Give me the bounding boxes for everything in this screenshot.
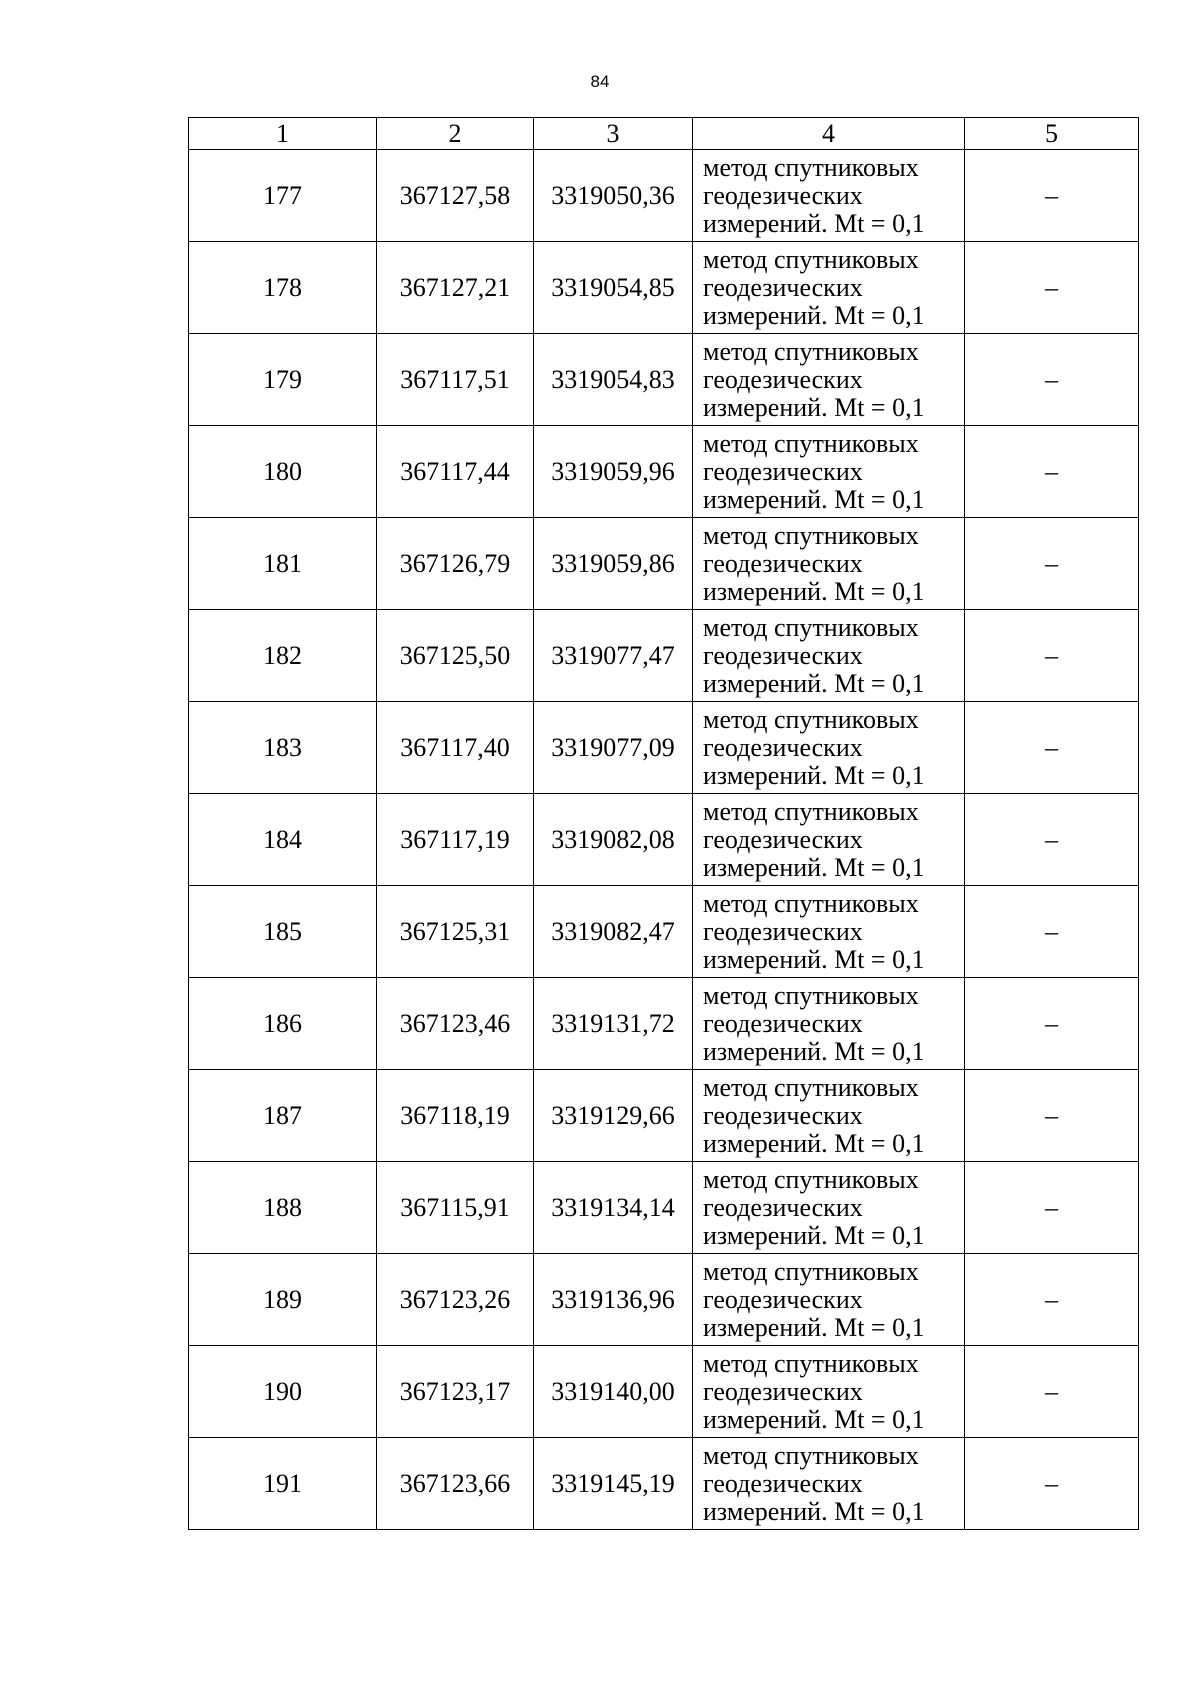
- y-coordinate-cell: 3319054,85: [534, 242, 693, 334]
- method-cell: метод спутниковых геодезических измерений. Mt = 0,1: [693, 610, 965, 702]
- method-cell: метод спутниковых геодезических измерений. Mt = 0,1: [693, 886, 965, 978]
- method-cell: метод спутниковых геодезических измерений. Mt = 0,1: [693, 1162, 965, 1254]
- point-number-cell: 182: [189, 610, 377, 702]
- method-cell: метод спутниковых геодезических измерений. Mt = 0,1: [693, 334, 965, 426]
- note-cell: –: [965, 886, 1139, 978]
- method-cell: метод спутниковых геодезических измерений. Mt = 0,1: [693, 426, 965, 518]
- x-coordinate-cell: 367123,46: [377, 978, 534, 1070]
- table-row: [189, 242, 1139, 334]
- header-cell-1: 1: [189, 118, 377, 150]
- point-number-cell: 181: [189, 518, 377, 610]
- table-row: [189, 426, 1139, 518]
- table-row: [189, 1070, 1139, 1162]
- point-number-cell: 185: [189, 886, 377, 978]
- method-cell: метод спутниковых геодезических измерений. Mt = 0,1: [693, 702, 965, 794]
- note-cell: –: [965, 794, 1139, 886]
- point-number-cell: 184: [189, 794, 377, 886]
- y-coordinate-cell: 3319059,96: [534, 426, 693, 518]
- y-coordinate-cell: 3319140,00: [534, 1346, 693, 1438]
- y-coordinate-cell: 3319050,36: [534, 150, 693, 242]
- y-coordinate-cell: 3319131,72: [534, 978, 693, 1070]
- y-coordinate-cell: 3319059,86: [534, 518, 693, 610]
- method-cell: метод спутниковых геодезических измерений. Mt = 0,1: [693, 1346, 965, 1438]
- point-number-cell: 177: [189, 150, 377, 242]
- table-row: [189, 518, 1139, 610]
- point-number-cell: 191: [189, 1438, 377, 1530]
- method-cell: метод спутниковых геодезических измерений. Mt = 0,1: [693, 1254, 965, 1346]
- x-coordinate-cell: 367127,58: [377, 150, 534, 242]
- table-row: [189, 1438, 1139, 1530]
- y-coordinate-cell: 3319145,19: [534, 1438, 693, 1530]
- note-cell: –: [965, 978, 1139, 1070]
- y-coordinate-cell: 3319134,14: [534, 1162, 693, 1254]
- point-number-cell: 179: [189, 334, 377, 426]
- note-cell: –: [965, 1162, 1139, 1254]
- method-cell: метод спутниковых геодезических измерений. Mt = 0,1: [693, 794, 965, 886]
- y-coordinate-cell: 3319082,08: [534, 794, 693, 886]
- y-coordinate-cell: 3319129,66: [534, 1070, 693, 1162]
- coordinates-table: [188, 117, 1139, 1530]
- note-cell: –: [965, 1070, 1139, 1162]
- point-number-cell: 190: [189, 1346, 377, 1438]
- header-row: [189, 118, 1139, 150]
- point-number-cell: 188: [189, 1162, 377, 1254]
- y-coordinate-cell: 3319077,09: [534, 702, 693, 794]
- y-coordinate-cell: 3319054,83: [534, 334, 693, 426]
- point-number-cell: 189: [189, 1254, 377, 1346]
- header-cell-4: 4: [693, 118, 965, 150]
- x-coordinate-cell: 367117,44: [377, 426, 534, 518]
- note-cell: –: [965, 1438, 1139, 1530]
- y-coordinate-cell: 3319136,96: [534, 1254, 693, 1346]
- x-coordinate-cell: 367115,91: [377, 1162, 534, 1254]
- y-coordinate-cell: 3319077,47: [534, 610, 693, 702]
- method-cell: метод спутниковых геодезических измерений. Mt = 0,1: [693, 150, 965, 242]
- table-row: [189, 334, 1139, 426]
- table-row: [189, 150, 1139, 242]
- note-cell: –: [965, 702, 1139, 794]
- header-cell-5: 5: [965, 118, 1139, 150]
- point-number-cell: 187: [189, 1070, 377, 1162]
- point-number-cell: 186: [189, 978, 377, 1070]
- point-number-cell: 180: [189, 426, 377, 518]
- point-number-cell: 178: [189, 242, 377, 334]
- method-cell: метод спутниковых геодезических измерений. Mt = 0,1: [693, 518, 965, 610]
- method-cell: метод спутниковых геодезических измерений. Mt = 0,1: [693, 1438, 965, 1530]
- x-coordinate-cell: 367125,31: [377, 886, 534, 978]
- note-cell: –: [965, 334, 1139, 426]
- method-cell: метод спутниковых геодезических измерений. Mt = 0,1: [693, 1070, 965, 1162]
- note-cell: –: [965, 518, 1139, 610]
- header-cell-2: 2: [377, 118, 534, 150]
- method-cell: метод спутниковых геодезических измерений. Mt = 0,1: [693, 242, 965, 334]
- table-row: [189, 886, 1139, 978]
- x-coordinate-cell: 367127,21: [377, 242, 534, 334]
- x-coordinate-cell: 367125,50: [377, 610, 534, 702]
- note-cell: –: [965, 426, 1139, 518]
- x-coordinate-cell: 367117,40: [377, 702, 534, 794]
- table-row: [189, 978, 1139, 1070]
- table-row: [189, 610, 1139, 702]
- method-cell: метод спутниковых геодезических измерений. Mt = 0,1: [693, 978, 965, 1070]
- table-row: [189, 1346, 1139, 1438]
- x-coordinate-cell: 367123,26: [377, 1254, 534, 1346]
- table-body: [189, 150, 1139, 1530]
- table-row: [189, 702, 1139, 794]
- table-row: [189, 1162, 1139, 1254]
- note-cell: –: [965, 610, 1139, 702]
- x-coordinate-cell: 367117,19: [377, 794, 534, 886]
- x-coordinate-cell: 367123,17: [377, 1346, 534, 1438]
- point-number-cell: 183: [189, 702, 377, 794]
- note-cell: –: [965, 150, 1139, 242]
- note-cell: –: [965, 1254, 1139, 1346]
- y-coordinate-cell: 3319082,47: [534, 886, 693, 978]
- x-coordinate-cell: 367117,51: [377, 334, 534, 426]
- page-number: 84: [590, 72, 610, 91]
- table-header: [189, 118, 1139, 150]
- table-row: [189, 794, 1139, 886]
- header-cell-3: 3: [534, 118, 693, 150]
- x-coordinate-cell: 367118,19: [377, 1070, 534, 1162]
- table-row: [189, 1254, 1139, 1346]
- x-coordinate-cell: 367123,66: [377, 1438, 534, 1530]
- note-cell: –: [965, 242, 1139, 334]
- x-coordinate-cell: 367126,79: [377, 518, 534, 610]
- note-cell: –: [965, 1346, 1139, 1438]
